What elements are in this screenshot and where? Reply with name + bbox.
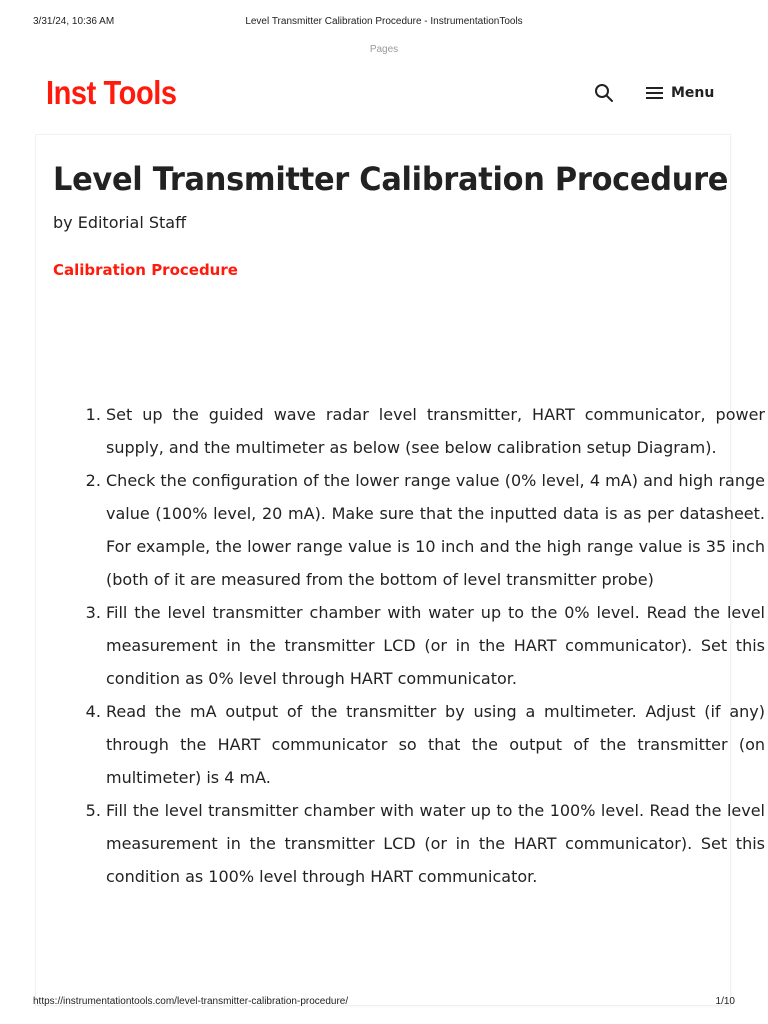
menu-label: Menu	[671, 85, 715, 101]
byline-prefix: by	[53, 213, 73, 232]
site-logo[interactable]: Inst Tools	[46, 74, 177, 111]
step-item-3: 3. Fill the level transmitter chamber with water up to the 0% level. Read the level measurement in the transmitter LCD (or in the HART communicator). Set this condition as 0% level through HART communicator.	[106, 596, 765, 695]
print-header	[33, 16, 735, 30]
search-button[interactable]	[594, 83, 614, 103]
print-footer	[33, 996, 735, 1010]
menu-button[interactable]	[646, 82, 714, 104]
step-item-4: 4. Read the mA output of the transmitter by using a multimeter. Adjust (if any) through the HART communicator so that the output of the transmitter (on multimeter) is 4 mA.	[106, 695, 765, 794]
pages-label: Pages	[369, 44, 399, 55]
print-title: Level Transmitter Calibration Procedure - InstrumentationTools	[245, 16, 523, 27]
step-item-2: 2. Check the configuration of the lower range value (0% level, 4 mA) and high range value (100% level, 20 mA). Make sure that the inputted data is as per datasheet. For example, the lower range value is 10 inch and the high range value is 35 inch (both of it are measured from the bottom of level transmitter probe)	[106, 464, 765, 596]
author-link[interactable]: Editorial Staff	[77, 213, 187, 232]
calibration-steps-list	[53, 398, 765, 893]
section-heading: Calibration Procedure	[53, 261, 238, 279]
step-item-5: 5. Fill the level transmitter chamber with water up to the 100% level. Read the level measurement in the transmitter LCD (or in the HART communicator). Set this condition as 100% level through HART communicator.	[106, 794, 765, 893]
article-title: Level Transmitter Calibration Procedure	[53, 160, 729, 198]
print-date: 3/31/24, 10:36 AM	[33, 16, 115, 27]
search-icon	[594, 83, 614, 103]
page-url: https://instrumentationtools.com/level-transmitter-calibration-procedure/	[33, 996, 349, 1007]
site-header	[0, 70, 768, 120]
page-number: 1/10	[715, 996, 735, 1007]
hamburger-icon	[646, 86, 663, 100]
step-item-1: 1. Set up the guided wave radar level transmitter, HART communicator, power supply, and the multimeter as below (see below calibration setup Diagram).	[106, 398, 765, 464]
byline	[53, 213, 186, 232]
